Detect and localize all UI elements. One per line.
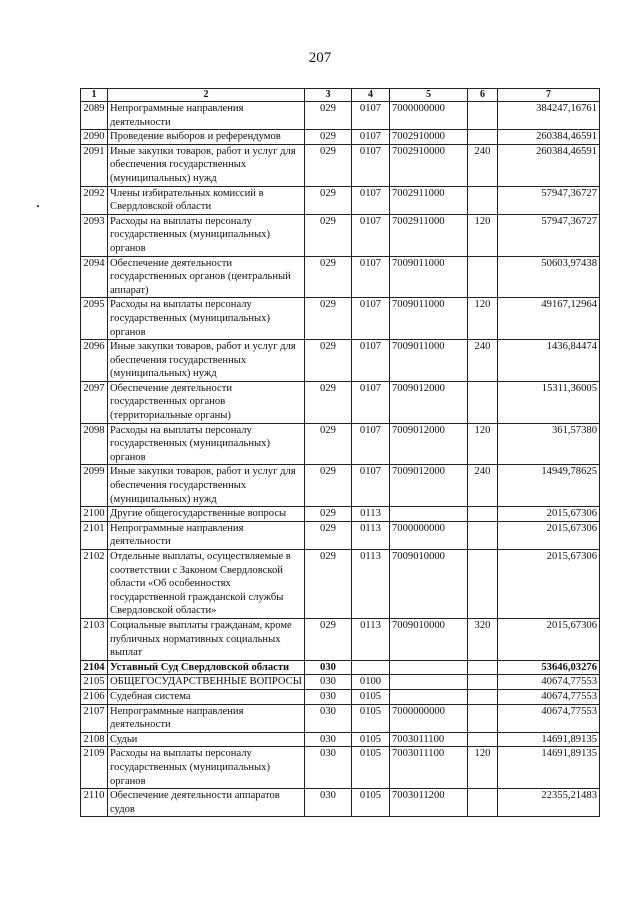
row-section-code-cell: 0107 xyxy=(352,186,390,214)
row-name-cell: Другие общегосударственные вопросы xyxy=(108,507,305,522)
row-section-code-cell: 0105 xyxy=(352,747,390,789)
table-row xyxy=(81,340,600,382)
row-number-cell: 2096 xyxy=(81,340,108,382)
table-row xyxy=(81,507,600,522)
row-target-code-cell: 7003011100 xyxy=(390,747,468,789)
row-name-cell: Отдельные выплаты, осуществляемые в соответствии с Законом Свердловской области «Об особенностях государственной гражданской службы Свердловской области» xyxy=(108,550,305,619)
row-target-code-cell: 7000000000 xyxy=(390,521,468,549)
row-number-cell: 2108 xyxy=(81,732,108,747)
row-ministry-code-cell: 029 xyxy=(305,550,352,619)
row-amount-cell: 57947,36727 xyxy=(498,214,600,256)
row-ministry-code-cell: 030 xyxy=(305,732,352,747)
row-name-cell: Обеспечение деятельности государственных органов (территориальные органы) xyxy=(108,381,305,423)
row-number-cell: 2092 xyxy=(81,186,108,214)
row-amount-cell: 2015,67306 xyxy=(498,618,600,660)
row-target-code-cell: 7009010000 xyxy=(390,618,468,660)
scan-speck xyxy=(37,205,39,207)
row-name-cell: Расходы на выплаты персоналу государственных (муниципальных) органов xyxy=(108,298,305,340)
row-expense-type-cell: 240 xyxy=(468,144,498,186)
table-row xyxy=(81,689,600,704)
row-name-cell: Непрограммные направления деятельности xyxy=(108,102,305,130)
table-row xyxy=(81,144,600,186)
table-row xyxy=(81,675,600,690)
row-number-cell: 2098 xyxy=(81,423,108,465)
row-target-code-cell: 7002911000 xyxy=(390,214,468,256)
row-section-code-cell: 0107 xyxy=(352,144,390,186)
row-amount-cell: 15311,36005 xyxy=(498,381,600,423)
table-row xyxy=(81,298,600,340)
row-name-cell: Расходы на выплаты персоналу государственных (муниципальных) органов xyxy=(108,214,305,256)
row-ministry-code-cell: 029 xyxy=(305,130,352,145)
row-target-code-cell: 7002911000 xyxy=(390,186,468,214)
table-row xyxy=(81,550,600,619)
row-number-cell: 2090 xyxy=(81,130,108,145)
row-ministry-code-cell: 029 xyxy=(305,521,352,549)
row-expense-type-cell xyxy=(468,186,498,214)
table-row xyxy=(81,521,600,549)
table-row xyxy=(81,465,600,507)
row-section-code-cell: 0107 xyxy=(352,340,390,382)
row-section-code-cell: 0100 xyxy=(352,675,390,690)
row-amount-cell: 57947,36727 xyxy=(498,186,600,214)
row-name-cell: Обеспечение деятельности государственных органов (центральный аппарат) xyxy=(108,256,305,298)
row-section-code-cell: 0113 xyxy=(352,618,390,660)
row-amount-cell: 2015,67306 xyxy=(498,507,600,522)
row-amount-cell: 2015,67306 xyxy=(498,521,600,549)
row-number-cell: 2106 xyxy=(81,689,108,704)
header-col-6: 6 xyxy=(468,89,498,102)
row-amount-cell: 260384,46591 xyxy=(498,144,600,186)
row-target-code-cell: 7009012000 xyxy=(390,465,468,507)
row-ministry-code-cell: 029 xyxy=(305,144,352,186)
row-ministry-code-cell: 030 xyxy=(305,747,352,789)
row-target-code-cell xyxy=(390,675,468,690)
row-expense-type-cell xyxy=(468,704,498,732)
row-section-code-cell: 0107 xyxy=(352,256,390,298)
header-col-7: 7 xyxy=(498,89,600,102)
table-row xyxy=(81,660,600,675)
row-amount-cell: 1436,84474 xyxy=(498,340,600,382)
row-ministry-code-cell: 030 xyxy=(305,660,352,675)
row-expense-type-cell xyxy=(468,381,498,423)
row-section-code-cell: 0105 xyxy=(352,789,390,817)
row-section-code-cell: 0107 xyxy=(352,102,390,130)
header-col-4: 4 xyxy=(352,89,390,102)
row-amount-cell: 361,57380 xyxy=(498,423,600,465)
header-col-3: 3 xyxy=(305,89,352,102)
row-section-code-cell: 0107 xyxy=(352,423,390,465)
row-section-code-cell: 0105 xyxy=(352,704,390,732)
table-row xyxy=(81,102,600,130)
row-section-code-cell: 0113 xyxy=(352,550,390,619)
table-row xyxy=(81,618,600,660)
row-number-cell: 2109 xyxy=(81,747,108,789)
row-target-code-cell: 7009012000 xyxy=(390,423,468,465)
row-number-cell: 2093 xyxy=(81,214,108,256)
row-ministry-code-cell: 030 xyxy=(305,789,352,817)
table-row xyxy=(81,747,600,789)
row-target-code-cell: 7003011200 xyxy=(390,789,468,817)
row-name-cell: Социальные выплаты гражданам, кроме публичных нормативных социальных выплат xyxy=(108,618,305,660)
row-amount-cell: 14949,78625 xyxy=(498,465,600,507)
row-section-code-cell: 0107 xyxy=(352,130,390,145)
row-target-code-cell: 7000000000 xyxy=(390,704,468,732)
row-name-cell: Судьи xyxy=(108,732,305,747)
row-expense-type-cell xyxy=(468,507,498,522)
row-amount-cell: 260384,46591 xyxy=(498,130,600,145)
row-name-cell: Проведение выборов и референдумов xyxy=(108,130,305,145)
row-target-code-cell: 7000000000 xyxy=(390,102,468,130)
row-name-cell: Судебная система xyxy=(108,689,305,704)
row-number-cell: 2089 xyxy=(81,102,108,130)
row-amount-cell: 14691,89135 xyxy=(498,747,600,789)
row-target-code-cell: 7009011000 xyxy=(390,298,468,340)
row-expense-type-cell: 320 xyxy=(468,618,498,660)
row-amount-cell: 40674,77553 xyxy=(498,675,600,690)
table-row xyxy=(81,732,600,747)
row-ministry-code-cell: 029 xyxy=(305,618,352,660)
row-name-cell: Иные закупки товаров, работ и услуг для обеспечения государственных (муниципальных) нужд xyxy=(108,340,305,382)
row-number-cell: 2103 xyxy=(81,618,108,660)
row-section-code-cell: 0107 xyxy=(352,298,390,340)
page-number: 207 xyxy=(308,50,332,66)
row-ministry-code-cell: 029 xyxy=(305,465,352,507)
header-col-2: 2 xyxy=(108,89,305,102)
row-amount-cell: 2015,67306 xyxy=(498,550,600,619)
row-number-cell: 2094 xyxy=(81,256,108,298)
row-amount-cell: 384247,16761 xyxy=(498,102,600,130)
table-row xyxy=(81,130,600,145)
row-target-code-cell: 7003011100 xyxy=(390,732,468,747)
table-row xyxy=(81,789,600,817)
row-ministry-code-cell: 030 xyxy=(305,675,352,690)
row-target-code-cell: 7009012000 xyxy=(390,381,468,423)
row-number-cell: 2099 xyxy=(81,465,108,507)
row-name-cell: Уставный Суд Свердловской области xyxy=(108,660,305,675)
row-expense-type-cell: 240 xyxy=(468,340,498,382)
row-target-code-cell xyxy=(390,507,468,522)
row-expense-type-cell: 120 xyxy=(468,298,498,340)
row-expense-type-cell xyxy=(468,102,498,130)
row-name-cell: ОБЩЕГОСУДАРСТВЕННЫЕ ВОПРОСЫ xyxy=(108,675,305,690)
row-ministry-code-cell: 029 xyxy=(305,423,352,465)
row-expense-type-cell: 240 xyxy=(468,465,498,507)
row-expense-type-cell xyxy=(468,130,498,145)
table-row xyxy=(81,381,600,423)
header-row xyxy=(81,89,600,102)
row-target-code-cell: 7002910000 xyxy=(390,144,468,186)
row-target-code-cell: 7009011000 xyxy=(390,256,468,298)
row-name-cell: Расходы на выплаты персоналу государственных (муниципальных) органов xyxy=(108,423,305,465)
row-section-code-cell: 0107 xyxy=(352,381,390,423)
row-ministry-code-cell: 029 xyxy=(305,256,352,298)
row-name-cell: Иные закупки товаров, работ и услуг для обеспечения государственных (муниципальных) нужд xyxy=(108,465,305,507)
row-amount-cell: 49167,12964 xyxy=(498,298,600,340)
row-ministry-code-cell: 030 xyxy=(305,689,352,704)
row-expense-type-cell xyxy=(468,660,498,675)
row-target-code-cell xyxy=(390,689,468,704)
row-amount-cell: 14691,89135 xyxy=(498,732,600,747)
row-section-code-cell: 0107 xyxy=(352,465,390,507)
row-name-cell: Члены избирательных комиссий в Свердловской области xyxy=(108,186,305,214)
row-name-cell: Иные закупки товаров, работ и услуг для обеспечения государственных (муниципальных) нужд xyxy=(108,144,305,186)
row-ministry-code-cell: 029 xyxy=(305,298,352,340)
row-section-code-cell: 0113 xyxy=(352,507,390,522)
row-expense-type-cell xyxy=(468,689,498,704)
row-expense-type-cell xyxy=(468,550,498,619)
row-expense-type-cell xyxy=(468,521,498,549)
row-target-code-cell: 7009011000 xyxy=(390,340,468,382)
row-amount-cell: 53646,03276 xyxy=(498,660,600,675)
table-row xyxy=(81,256,600,298)
row-expense-type-cell xyxy=(468,256,498,298)
row-name-cell: Непрограммные направления деятельности xyxy=(108,704,305,732)
row-ministry-code-cell: 029 xyxy=(305,507,352,522)
row-expense-type-cell xyxy=(468,675,498,690)
row-ministry-code-cell: 029 xyxy=(305,214,352,256)
row-expense-type-cell xyxy=(468,732,498,747)
row-section-code-cell: 0105 xyxy=(352,732,390,747)
row-number-cell: 2097 xyxy=(81,381,108,423)
row-number-cell: 2095 xyxy=(81,298,108,340)
table-row xyxy=(81,704,600,732)
row-target-code-cell: 7009010000 xyxy=(390,550,468,619)
row-number-cell: 2091 xyxy=(81,144,108,186)
table-row xyxy=(81,214,600,256)
row-section-code-cell: 0113 xyxy=(352,521,390,549)
row-expense-type-cell xyxy=(468,789,498,817)
row-number-cell: 2101 xyxy=(81,521,108,549)
row-ministry-code-cell: 029 xyxy=(305,102,352,130)
row-section-code-cell: 0107 xyxy=(352,214,390,256)
row-number-cell: 2107 xyxy=(81,704,108,732)
table-row xyxy=(81,186,600,214)
row-amount-cell: 50603,97438 xyxy=(498,256,600,298)
row-number-cell: 2110 xyxy=(81,789,108,817)
table-header xyxy=(81,89,600,102)
row-amount-cell: 40674,77553 xyxy=(498,689,600,704)
row-name-cell: Расходы на выплаты персоналу государственных (муниципальных) органов xyxy=(108,747,305,789)
row-expense-type-cell: 120 xyxy=(468,423,498,465)
row-section-code-cell: 0105 xyxy=(352,689,390,704)
row-amount-cell: 22355,21483 xyxy=(498,789,600,817)
row-number-cell: 2102 xyxy=(81,550,108,619)
row-name-cell: Обеспечение деятельности аппаратов судов xyxy=(108,789,305,817)
header-col-5: 5 xyxy=(390,89,468,102)
row-name-cell: Непрограммные направления деятельности xyxy=(108,521,305,549)
budget-table xyxy=(80,88,600,817)
row-section-code-cell xyxy=(352,660,390,675)
table-body xyxy=(81,102,600,817)
row-amount-cell: 40674,77553 xyxy=(498,704,600,732)
row-expense-type-cell: 120 xyxy=(468,747,498,789)
row-number-cell: 2105 xyxy=(81,675,108,690)
row-number-cell: 2104 xyxy=(81,660,108,675)
row-ministry-code-cell: 029 xyxy=(305,381,352,423)
row-number-cell: 2100 xyxy=(81,507,108,522)
row-expense-type-cell: 120 xyxy=(468,214,498,256)
row-target-code-cell xyxy=(390,660,468,675)
table-row xyxy=(81,423,600,465)
row-ministry-code-cell: 029 xyxy=(305,186,352,214)
header-col-1: 1 xyxy=(81,89,108,102)
row-ministry-code-cell: 030 xyxy=(305,704,352,732)
row-ministry-code-cell: 029 xyxy=(305,340,352,382)
row-target-code-cell: 7002910000 xyxy=(390,130,468,145)
